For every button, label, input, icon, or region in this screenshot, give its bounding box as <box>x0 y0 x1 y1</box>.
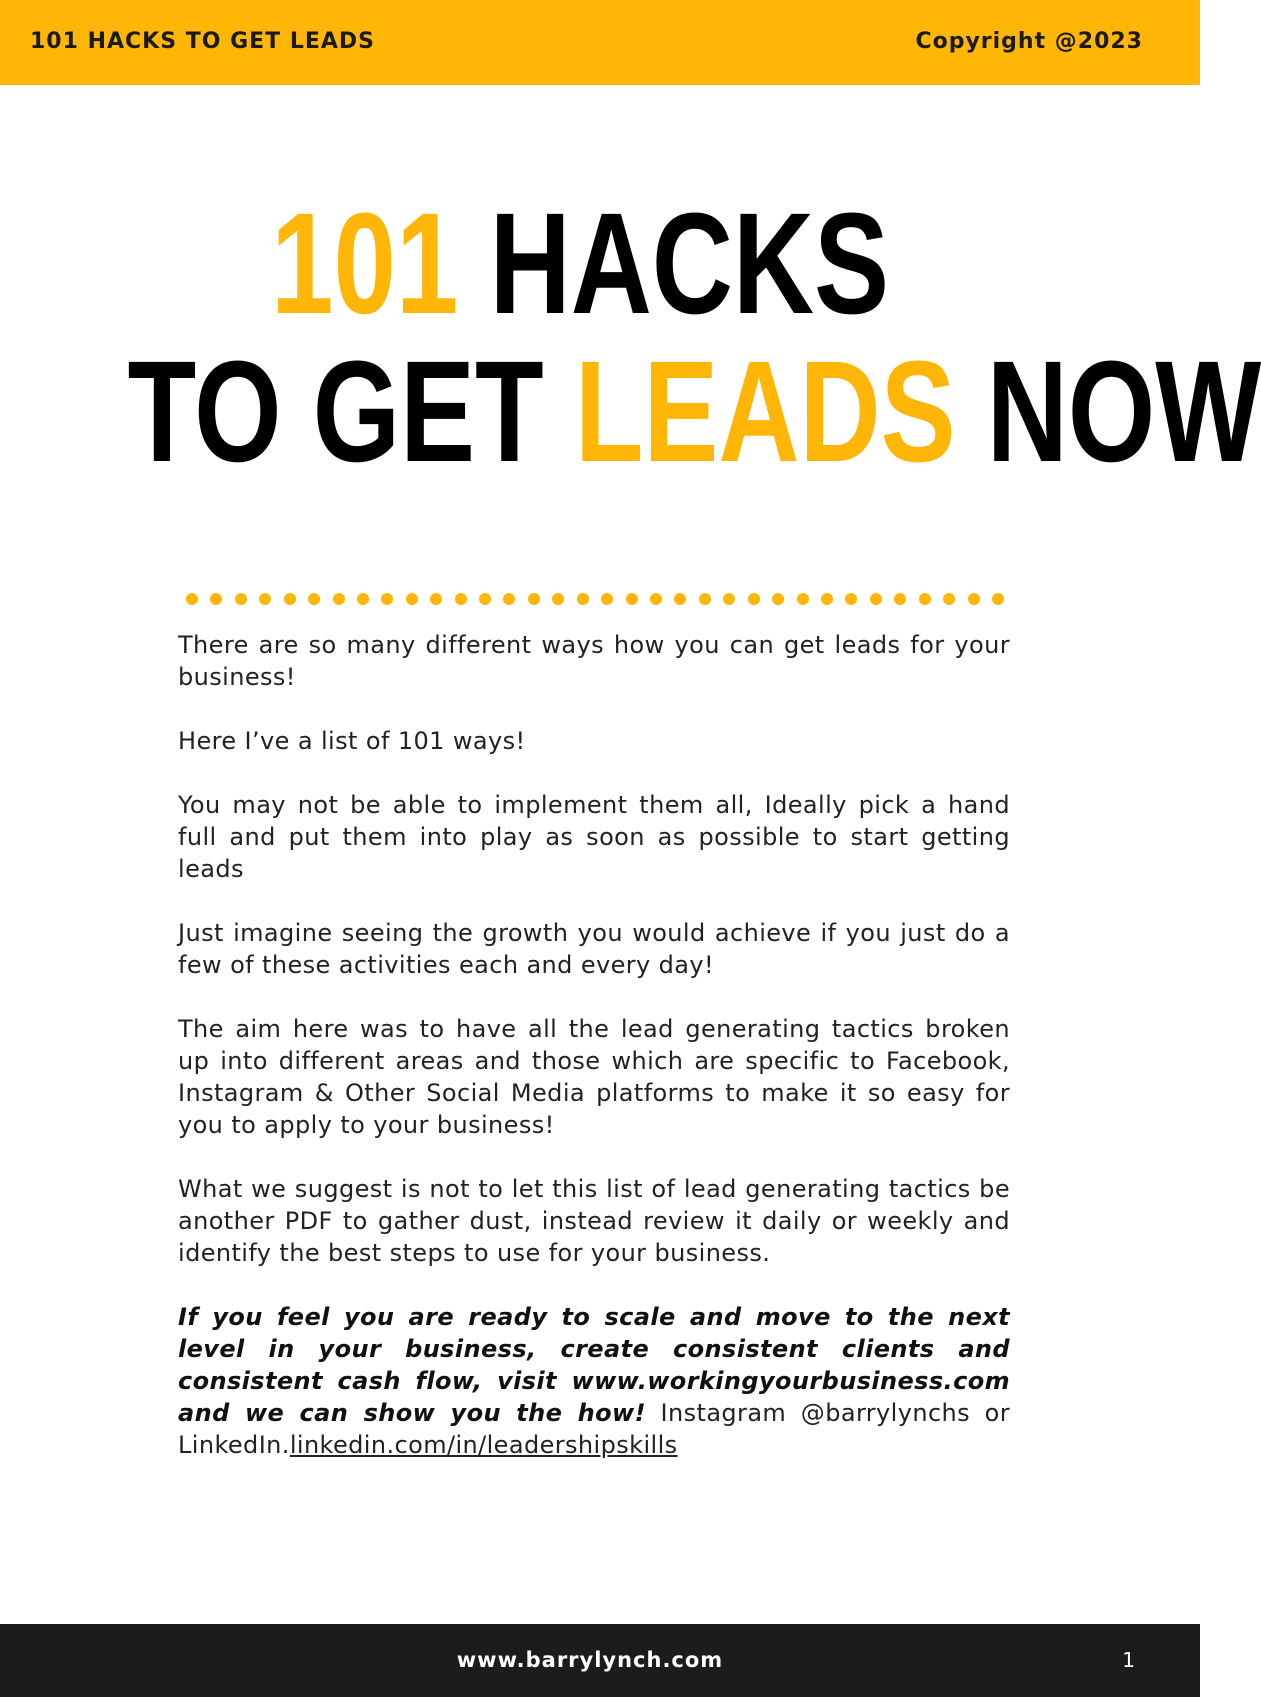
header-title: 101 HACKS TO GET LEADS <box>30 29 376 54</box>
title-words-to-get: TO GET <box>127 331 544 492</box>
page-number: 1 <box>1122 1648 1135 1672</box>
paragraph: You may not be able to implement them all, Ideally pick a hand full and put them into play as soon as possible to start getting leads <box>178 791 1010 883</box>
copyright-notice: Copyright @2023 <box>915 29 1143 54</box>
cta-bold-text: If you feel you are ready to scale and move to the next level in your business, create consistent clients and consistent cash flow, visit www.workingyourbusiness.com and we can show you the how! <box>178 1303 1010 1427</box>
divider-dot <box>674 593 686 605</box>
divider-dot <box>455 593 467 605</box>
divider-dot <box>992 593 1004 605</box>
divider-dot <box>308 593 320 605</box>
header-bar <box>0 0 1200 85</box>
title-word-hacks: HACKS <box>489 183 889 344</box>
divider-dot <box>601 593 613 605</box>
divider-dot <box>723 593 735 605</box>
divider-dot <box>626 593 638 605</box>
divider-dot <box>381 593 393 605</box>
paragraph: What we suggest is not to let this list of lead generating tactics be another PDF to gather dust, instead review it daily or weekly and identify the best steps to use for your business. <box>178 1175 1010 1267</box>
main-title-line-1 <box>128 183 1033 344</box>
divider-dot <box>259 593 271 605</box>
paragraph: Just imagine seeing the growth you would achieve if you just do a few of these activities each and every day! <box>178 919 1010 979</box>
divider-dot <box>528 593 540 605</box>
paragraph: There are so many different ways how you can get leads for your business! <box>178 631 1010 691</box>
call-to-action <box>178 1301 1010 1461</box>
divider-dot <box>503 593 515 605</box>
divider-dot <box>748 593 760 605</box>
divider-dot <box>968 593 980 605</box>
divider-dot <box>333 593 345 605</box>
divider-dot <box>552 593 564 605</box>
divider-dot <box>479 593 491 605</box>
divider-dot <box>943 593 955 605</box>
paragraph: Here I’ve a list of 101 ways! <box>178 727 526 755</box>
divider-dot <box>650 593 662 605</box>
linkedin-link[interactable]: linkedin.com/in/leadershipskills <box>289 1431 678 1459</box>
paragraph: The aim here was to have all the lead generating tactics broken up into different areas and those which are specific to Facebook, Instagram & Other Social Media platforms to make it so easy for you to apply to your business! <box>178 1015 1010 1139</box>
divider-dot <box>797 593 809 605</box>
divider-dot <box>821 593 833 605</box>
divider-dot <box>210 593 222 605</box>
divider-dot <box>845 593 857 605</box>
title-word-leads: LEADS <box>574 331 956 492</box>
footer-bar <box>0 1624 1200 1697</box>
intro-text <box>178 629 1010 1493</box>
website-link[interactable]: www.barrylynch.com <box>456 1648 724 1672</box>
divider-dot <box>577 593 589 605</box>
divider-dot <box>284 593 296 605</box>
divider-dot <box>357 593 369 605</box>
divider-dot <box>772 593 784 605</box>
divider-dot <box>430 593 442 605</box>
dotted-divider <box>186 592 1004 606</box>
divider-dot <box>235 593 247 605</box>
divider-dot <box>919 593 931 605</box>
title-word-now: NOW <box>986 331 1261 492</box>
divider-dot <box>870 593 882 605</box>
main-title-line-2 <box>127 331 1261 492</box>
title-number: 101 <box>270 183 459 344</box>
cta-social-text: Instagram @barrylynchs or LinkedIn. <box>178 1399 1010 1459</box>
divider-dot <box>894 593 906 605</box>
divider-dot <box>406 593 418 605</box>
divider-dot <box>186 593 198 605</box>
divider-dot <box>699 593 711 605</box>
